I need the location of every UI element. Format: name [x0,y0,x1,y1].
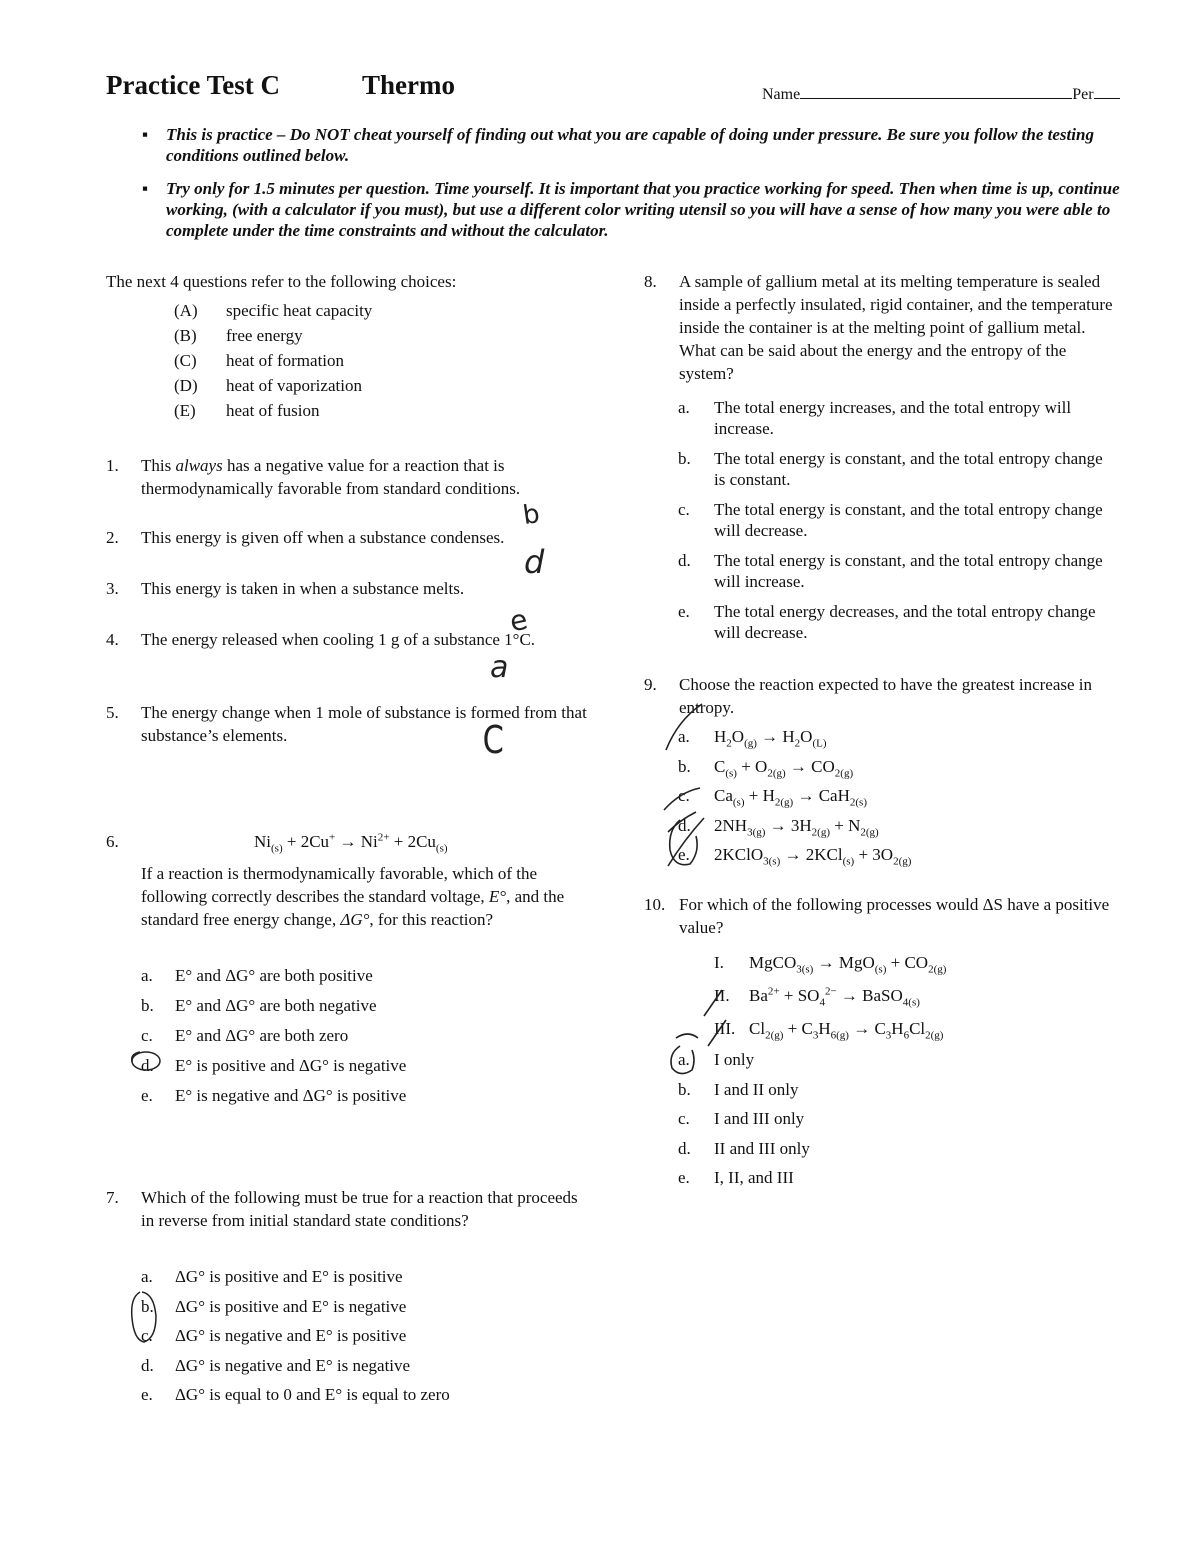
answer-circle-mark [128,1048,168,1076]
option-item[interactable]: a. I only [678,1050,755,1069]
handwritten-answer-q5: C [482,718,504,762]
choices-intro: The next 4 questions refer to the following choices: [106,272,457,291]
question-6-options [141,964,581,1114]
handwritten-answer-q2: d [524,543,545,581]
option-item[interactable]: e. E° is negative and ΔG° is positive [141,1086,407,1105]
choice-item: (D) heat of vaporization [174,376,362,395]
option-item[interactable]: a. E° and ΔG° are both positive [141,966,373,985]
reaction-equation: 2KClO$_{3(s)}$ → $2KCl_{(s)} + 3O_{2(g)}$ [714,845,912,868]
choice-item: (B) free energy [174,326,303,345]
name-field [762,82,1120,104]
option-item[interactable]: e. The total energy decreases, and the total entropy change will decrease. [678,602,1096,642]
subject-title: Thermo [362,70,455,100]
option-item[interactable]: b. I and II only [678,1079,799,1099]
option-item[interactable]: d. ΔG° is negative and E° is negative [141,1355,411,1375]
question-7: 7. Which of the following must be true for a reaction that proceeds in reverse from initial standard state conditions? [106,1188,578,1230]
option-item[interactable]: b. ΔG° is positive and E° is negative [141,1296,407,1316]
question-8-options [678,397,1138,652]
reaction-equation: $Ca_{(s)} + H_{2(g)} \to CaH_{2(s)}$ [714,786,867,809]
handwritten-answer-q3: e [506,602,531,639]
cross-out-marks [664,980,724,1080]
question-8: 8. A sample of gallium metal at its melting temperature is sealed inside a perfectly insulated, rigid container, and the temperature inside the container is at the melting point of gallium metal. What can be said about the energy and the entropy of the system? [644,272,1113,383]
bullet-icon: ▪ [142,125,149,144]
question-5: 5. The energy change when 1 mole of substance is formed from that substance’s elements. [106,703,587,745]
reaction-equation: $2NH_{3(g)} \to 3H_{2(g)} + N_{2(g)}$ [714,815,879,838]
option-item[interactable]: a. ΔG° is positive and E° is positive [141,1267,403,1286]
option-item[interactable]: a. $H_2O_{(g)} \to H_2O_{(L)}$ [678,727,827,750]
question-10-options [678,1048,1078,1196]
question-6-equation: $Ni_{(s)} + 2Cu^+ \to Ni^{2+} + 2Cu_{(s)}$ [254,831,448,855]
question-4: 4. The energy released when cooling 1 g of a substance 1°C. [106,630,536,649]
process-item: III. $Cl_{2(g)} + C_3H_{6(g)} \to C_3H_6Cl_{2(g)}$ [714,1019,944,1042]
question-10-processes [714,951,1114,1050]
reaction-equation: $C_{(s)} + O_{2(g)} \to CO_{2(g)}$ [714,756,854,779]
handwritten-answer-q1: b [520,498,542,532]
option-item[interactable]: d. $2NH_{3(g)} \to 3H_{2(g)} + N_{2(g)}$ [678,815,879,838]
option-item[interactable]: e. I, II, and III [678,1168,794,1187]
choice-item: (C) heat of formation [174,351,345,370]
choice-list [174,299,434,424]
name-label: Name [762,86,801,103]
option-item[interactable]: c. $Ca_{(s)} + H_{2(g)} \to CaH_{2(s)}$ [678,786,867,809]
option-item[interactable]: d. The total energy is constant, and the total entropy change will increase. [678,551,1103,591]
option-item[interactable]: c. I and III only [678,1109,805,1128]
choice-item: (A) specific heat capacity [174,301,373,320]
question-9-options [678,725,1078,873]
process-equation: MgCO$_{3(s)}$ → $MgO_{(s)} + CO_{2(g)}$ [749,953,947,976]
option-item[interactable]: d. E° is positive and ΔG° is negative [141,1056,407,1075]
reaction-equation: $H_2O_{(g)} \to H_2O_{(L)}$ [714,727,827,750]
option-item[interactable]: a. The total energy increases, and the total entropy will increase. [678,398,1072,438]
question-10: 10. For which of the following processes would ΔS have a positive value? [644,895,1110,937]
question-2: 2. This energy is given off when a substance condenses. [106,528,505,547]
option-item[interactable]: b. The total energy is constant, and the total entropy change is constant. [678,449,1103,489]
question-9: 9. Choose the reaction expected to have the greatest increase in entropy. [644,675,1093,717]
option-item[interactable]: e. ΔG° is equal to 0 and E° is equal to zero [141,1385,450,1404]
question-1: 1. This always has a negative value for a reaction that is thermodynamically favorable from standard conditions. [106,456,521,498]
handwritten-answer-q4: a [490,650,509,685]
option-item[interactable]: c. The total energy is constant, and the total entropy change will decrease. [678,500,1103,540]
process-equation: $Cl_{2(g)} + C_3H_{6(g)} \to C_3H_6Cl_{2(g)}$ [749,1019,944,1042]
option-item[interactable]: e. 2KClO$_{3(s)}$ → $2KCl_{(s)} + 3O_{2(g)}$ [678,845,912,868]
question-7-options [141,1265,581,1413]
answer-circle-mark [128,1288,164,1346]
option-item[interactable]: c. ΔG° is negative and E° is positive [141,1326,407,1345]
per-line [1094,82,1120,99]
question-3: 3. This energy is taken in when a substance melts. [106,579,465,598]
question-6-stem: If a reaction is thermodynamically favorable, which of the following correctly describes the standard voltage, E°, and the standard free energy change, ΔG°, for this reaction? [141,864,565,929]
option-item[interactable]: b. $C_{(s)} + O_{2(g)} \to CO_{2(g)}$ [678,756,854,779]
option-item[interactable]: d. II and III only [678,1138,810,1158]
option-item[interactable]: b. E° and ΔG° are both negative [141,996,377,1015]
bullet-icon: ▪ [142,179,149,198]
instruction-2: Try only for 1.5 minutes per question. Time yourself. It is important that you practice working for speed. Then when time is up, continue working, (with a calculator if you must), but use a different color writing utensil so you will have a sense of how many you were able to complete under the time constraints and without the calculator. [166,179,1120,240]
name-line [800,82,1072,99]
per-label: Per [1072,86,1094,103]
question-6-number: 6. [106,832,119,851]
cross-out-marks [660,680,720,880]
page-title: Practice Test C [106,70,280,100]
process-item: I. MgCO$_{3(s)}$ → $MgO_{(s)} + CO_{2(g)}$ [714,953,947,976]
choice-item: (E) heat of fusion [174,401,320,420]
instruction-1: This is practice – Do NOT cheat yourself of finding out what you are capable of doing under pressure. Be sure you follow the testing conditions outlined below. [166,125,1094,165]
process-item: II. $Ba^{2+} + SO_4^{2-}$ → BaSO$_{4(s)}$ [714,985,920,1009]
process-equation: $Ba^{2+} + SO_4^{2-}$ → BaSO$_{4(s)}$ [749,985,920,1009]
option-item[interactable]: c. E° and ΔG° are both zero [141,1026,349,1045]
